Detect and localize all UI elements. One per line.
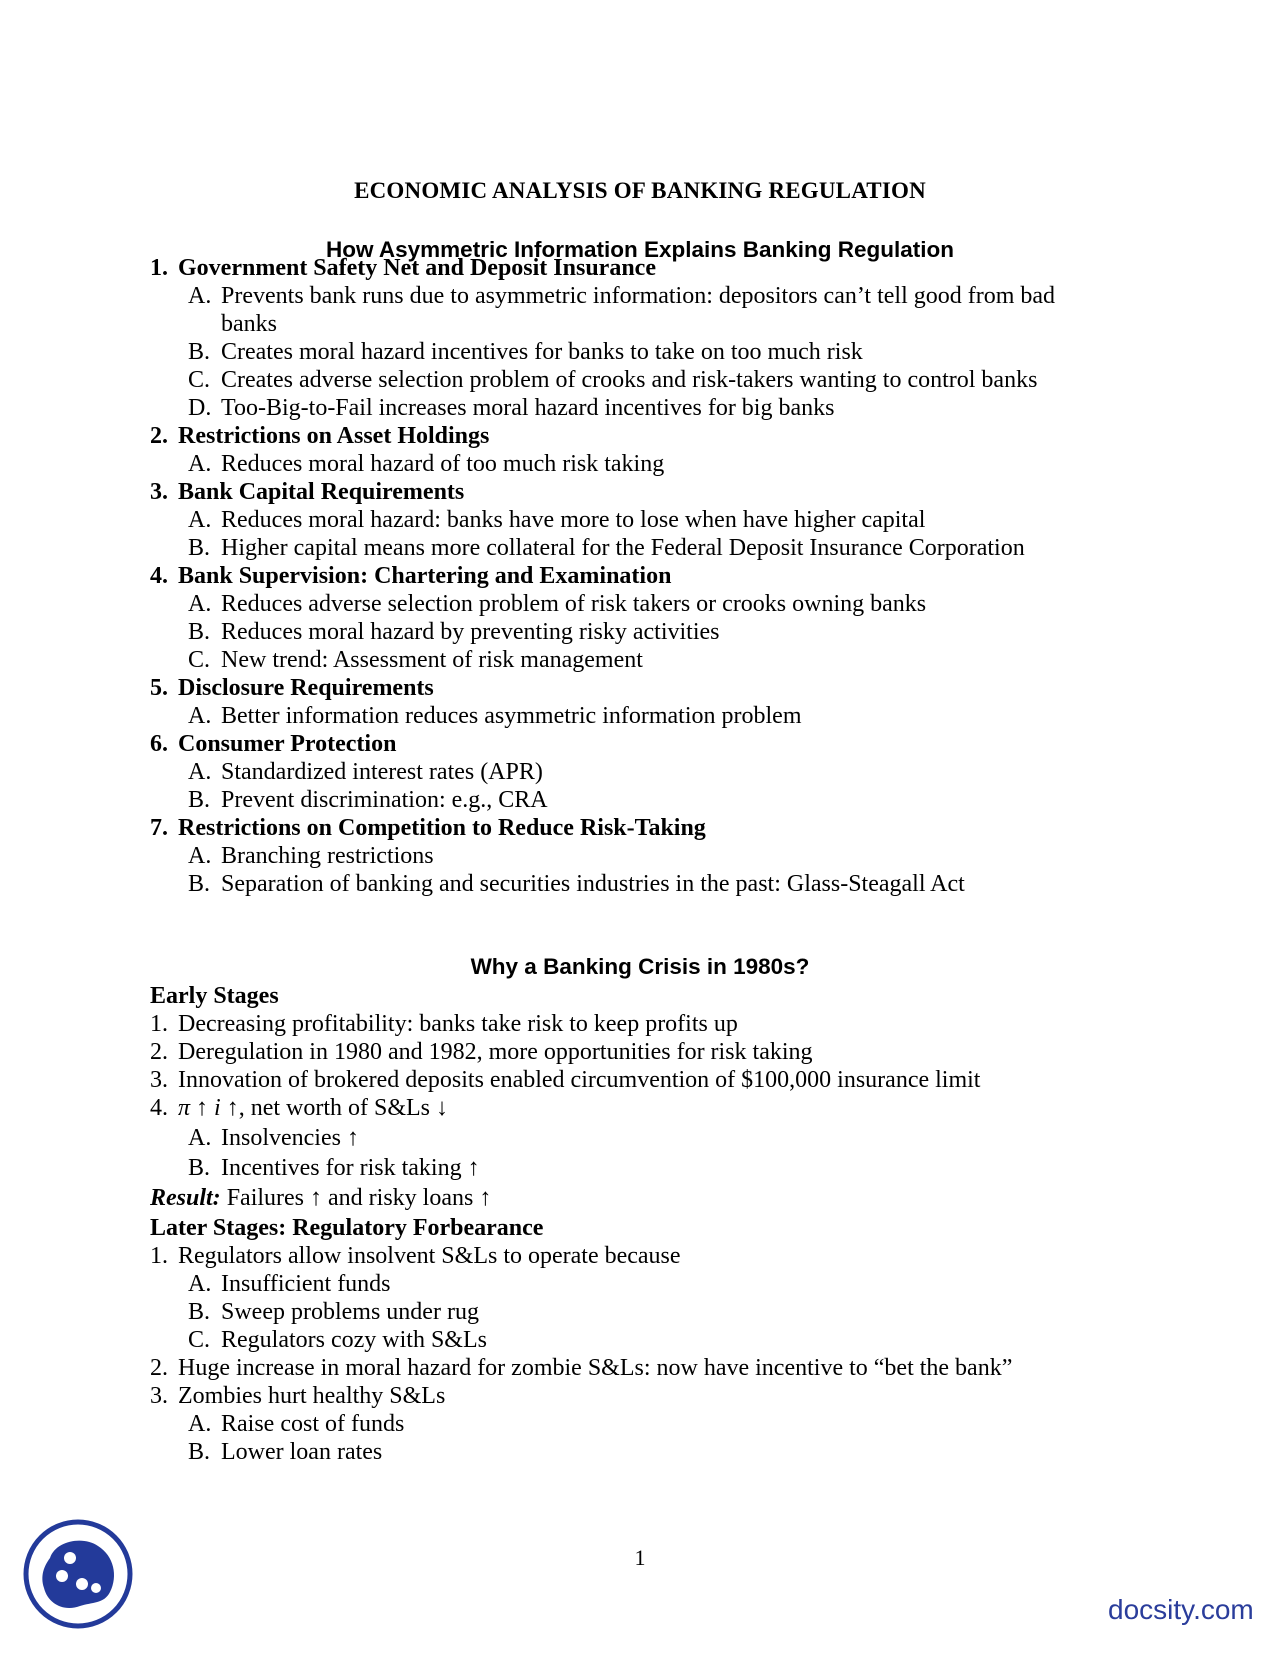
list-item-heading: Disclosure Requirements bbox=[178, 675, 434, 701]
section-heading-banking-crisis: Why a Banking Crisis in 1980s? bbox=[470, 954, 810, 979]
list-number: 2. bbox=[150, 1355, 168, 1381]
list-number: 3. bbox=[150, 1383, 168, 1409]
sub-item: Prevents bank runs due to asymmetric information: depositors can’t tell good from bad bbox=[221, 283, 1056, 309]
list-item: Innovation of brokered deposits enabled circumvention of $100,000 insurance limit bbox=[178, 1067, 981, 1093]
sub-item: Higher capital means more collateral for the Federal Deposit Insurance Corporation bbox=[221, 535, 1025, 561]
list-number: 1. bbox=[150, 1011, 168, 1037]
sub-letter: A. bbox=[188, 591, 212, 617]
sub-item-continuation: banks bbox=[221, 311, 277, 337]
list-item-equation bbox=[178, 1094, 448, 1122]
list-item-heading: Restrictions on Asset Holdings bbox=[178, 423, 490, 449]
sub-item: Regulators cozy with S&Ls bbox=[221, 1327, 487, 1353]
sub-item: Raise cost of funds bbox=[221, 1411, 405, 1437]
sub-letter: B. bbox=[188, 339, 211, 365]
sub-letter: A. bbox=[188, 703, 212, 729]
list-item: Decreasing profitability: banks take risk to keep profits up bbox=[178, 1011, 738, 1037]
sub-letter: C. bbox=[188, 1327, 211, 1353]
sub-letter: C. bbox=[188, 367, 211, 393]
sub-letter: A. bbox=[188, 283, 212, 309]
list-number: 1. bbox=[150, 255, 168, 281]
list-item-heading: Bank Supervision: Chartering and Examination bbox=[178, 563, 672, 589]
list-item: Deregulation in 1980 and 1982, more opportunities for risk taking bbox=[178, 1039, 813, 1065]
sub-item: Incentives for risk taking ↑ bbox=[221, 1155, 480, 1181]
sub-letter: A. bbox=[188, 1125, 212, 1151]
sub-item: Separation of banking and securities industries in the past: Glass-Steagall Act bbox=[221, 871, 965, 897]
sub-item: Reduces moral hazard: banks have more to lose when have higher capital bbox=[221, 507, 926, 533]
sub-item: New trend: Assessment of risk management bbox=[221, 647, 643, 673]
sub-item: Reduces moral hazard of too much risk taking bbox=[221, 451, 665, 477]
subsection-heading-later-stages: Later Stages: Regulatory Forbearance bbox=[150, 1215, 544, 1241]
list-number: 6. bbox=[150, 731, 168, 757]
sub-item: Branching restrictions bbox=[221, 843, 434, 869]
sub-letter: B. bbox=[188, 871, 211, 897]
list-number: 4. bbox=[150, 1095, 168, 1121]
document-title: ECONOMIC ANALYSIS OF BANKING REGULATION bbox=[354, 178, 926, 203]
sub-letter: B. bbox=[188, 1439, 211, 1465]
list-item-heading: Restrictions on Competition to Reduce Risk-Taking bbox=[178, 815, 706, 841]
sub-letter: A. bbox=[188, 1411, 212, 1437]
sub-item: Sweep problems under rug bbox=[221, 1299, 479, 1325]
list-number: 5. bbox=[150, 675, 168, 701]
sub-item: Standardized interest rates (APR) bbox=[221, 759, 543, 785]
sub-letter: A. bbox=[188, 1271, 212, 1297]
list-item-heading: Government Safety Net and Deposit Insurance bbox=[178, 255, 656, 281]
sub-letter: A. bbox=[188, 451, 212, 477]
pi-symbol: π bbox=[178, 1095, 191, 1121]
sub-item: Prevent discrimination: e.g., CRA bbox=[221, 787, 548, 813]
list-number: 1. bbox=[150, 1243, 168, 1269]
sub-letter: C. bbox=[188, 647, 211, 673]
sub-item: Reduces adverse selection problem of risk takers or crooks owning banks bbox=[221, 591, 927, 617]
result-label: Result: bbox=[150, 1185, 221, 1211]
sub-item: Better information reduces asymmetric information problem bbox=[221, 703, 802, 729]
list-item: Huge increase in moral hazard for zombie S&Ls: now have incentive to “bet the bank” bbox=[178, 1355, 1013, 1381]
sub-letter: B. bbox=[188, 787, 211, 813]
list-number: 4. bbox=[150, 563, 168, 589]
subsection-heading-early-stages: Early Stages bbox=[150, 983, 279, 1009]
up-arrow-icon: ↑ bbox=[226, 1095, 239, 1121]
sub-item: Creates moral hazard incentives for banks to take on too much risk bbox=[221, 339, 863, 365]
result-line bbox=[150, 1184, 491, 1212]
sub-item: Insufficient funds bbox=[221, 1271, 391, 1297]
equation-text: , net worth of S&Ls bbox=[238, 1095, 431, 1121]
sub-letter: A. bbox=[188, 507, 212, 533]
section-heading-asymmetric-info: How Asymmetric Information Explains Banking Regulation bbox=[325, 237, 954, 262]
list-number: 7. bbox=[150, 815, 168, 841]
sub-letter: A. bbox=[188, 759, 212, 785]
sub-letter: B. bbox=[188, 1155, 211, 1181]
sub-letter: B. bbox=[188, 619, 211, 645]
page-number: 1 bbox=[634, 1545, 646, 1570]
list-number: 3. bbox=[150, 1067, 168, 1093]
list-item-heading: Bank Capital Requirements bbox=[178, 479, 465, 505]
list-item: Regulators allow insolvent S&Ls to operate because bbox=[178, 1243, 681, 1269]
down-arrow-icon: ↓ bbox=[436, 1095, 449, 1121]
sub-item: Creates adverse selection problem of crooks and risk-takers wanting to control banks bbox=[221, 367, 1038, 393]
sub-letter: A. bbox=[188, 843, 212, 869]
sub-item: Too-Big-to-Fail increases moral hazard incentives for big banks bbox=[221, 395, 835, 421]
list-number: 2. bbox=[150, 1039, 168, 1065]
list-item-heading: Consumer Protection bbox=[178, 731, 397, 757]
result-text: Failures ↑ and risky loans ↑ bbox=[226, 1185, 492, 1211]
sub-item: Insolvencies ↑ bbox=[221, 1125, 359, 1151]
sub-letter: D. bbox=[188, 395, 212, 421]
list-number: 3. bbox=[150, 479, 168, 505]
list-item: Zombies hurt healthy S&Ls bbox=[178, 1383, 446, 1409]
sub-item: Lower loan rates bbox=[221, 1439, 383, 1465]
docsity-logo-icon[interactable] bbox=[22, 1518, 134, 1630]
sub-item: Reduces moral hazard by preventing risky activities bbox=[221, 619, 720, 645]
interest-symbol: i bbox=[214, 1095, 221, 1121]
up-arrow-icon: ↑ bbox=[196, 1095, 209, 1121]
sub-letter: B. bbox=[188, 1299, 211, 1325]
list-number: 2. bbox=[150, 423, 168, 449]
sub-letter: B. bbox=[188, 535, 211, 561]
brand-link[interactable]: docsity.com bbox=[1108, 1594, 1254, 1625]
